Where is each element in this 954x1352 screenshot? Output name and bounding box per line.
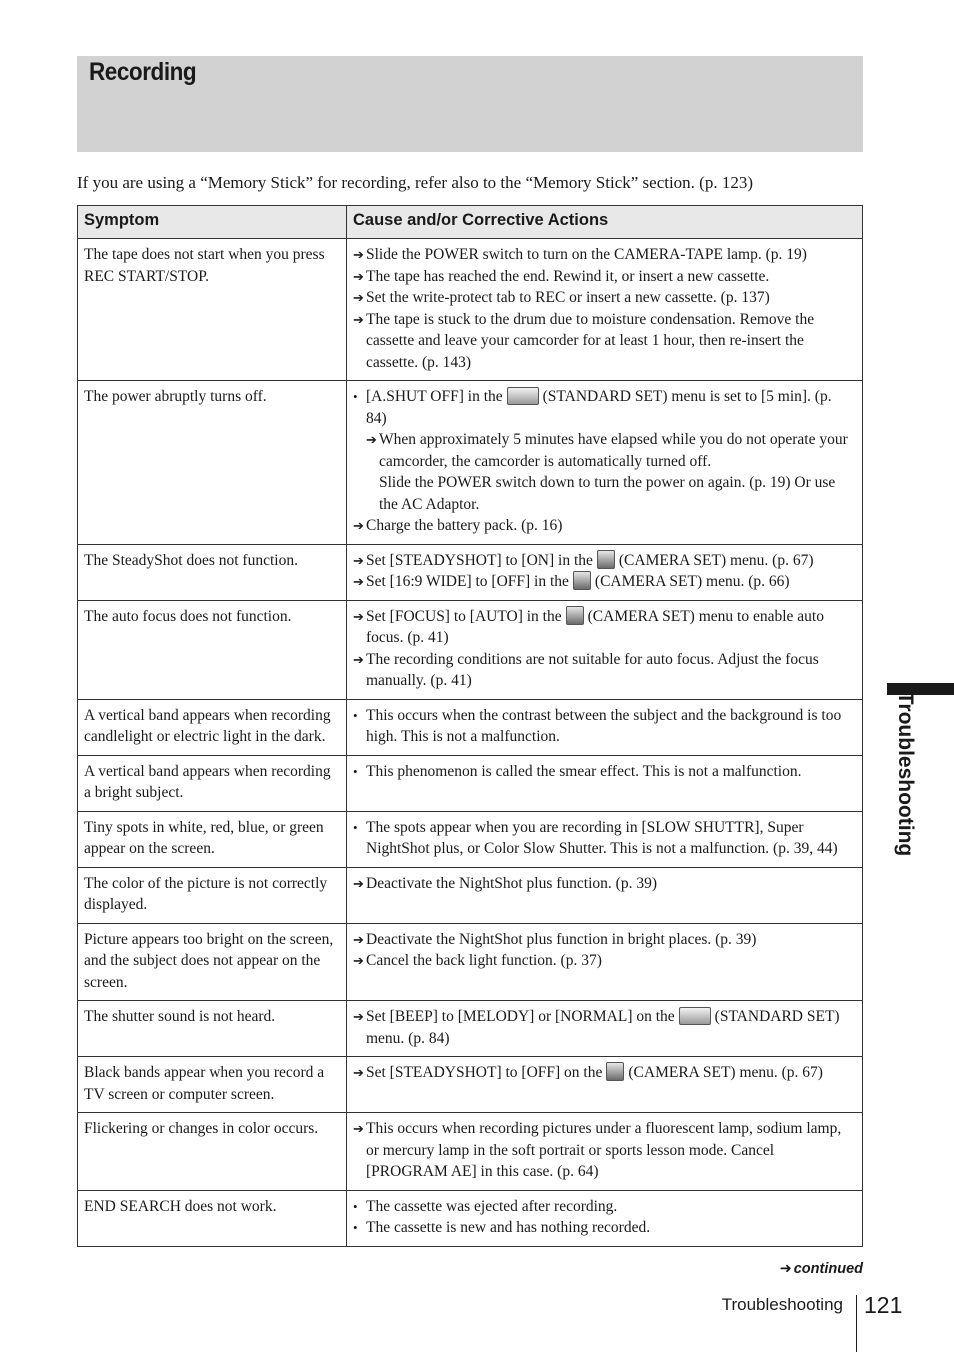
bullet-icon: •: [353, 707, 358, 723]
action-item: [353, 873, 856, 895]
cause-cell: [347, 600, 863, 699]
section-header-band: [77, 56, 863, 152]
action-item: [353, 606, 856, 649]
table-header-row: [78, 206, 863, 239]
arrow-icon: ➔: [353, 651, 364, 667]
symptom-cell: A vertical band appears when recording candlelight or electric light in the dark.: [78, 699, 347, 755]
symptom-cell: The auto focus does not function.: [78, 600, 347, 699]
cause-cell: [347, 1113, 863, 1191]
symptom-cell: The tape does not start when you press REC START/STOP.: [78, 239, 347, 381]
table-row: [78, 923, 863, 1001]
action-item: [353, 515, 856, 537]
continued-label: continued: [793, 1261, 863, 1277]
action-text: Slide the POWER switch to turn on the CAMERA-TAPE lamp. (p. 19): [366, 246, 807, 263]
arrow-icon: ➔: [353, 931, 364, 947]
action-text: (STANDARD SET) menu. (p. 84): [366, 1008, 840, 1047]
table-row: [78, 755, 863, 811]
arrow-icon: ➔: [353, 608, 364, 624]
footer-divider: [856, 1295, 857, 1352]
cause-cell: [347, 1190, 863, 1246]
table-row: [78, 1190, 863, 1246]
action-item: [353, 1217, 856, 1239]
action-text: The recording conditions are not suitable for auto focus. Adjust the focus manually. (p. 41): [366, 650, 819, 689]
symptom-cell: Flickering or changes in color occurs.: [78, 1113, 347, 1191]
action-text: This occurs when recording pictures under a fluorescent lamp, sodium lamp, or mercury lamp in the soft portrait or sports lesson mode. Cancel [PROGRAM AE] in this case. (p. 64): [366, 1120, 842, 1180]
symptom-header: Symptom: [78, 206, 347, 239]
action-text: The tape is stuck to the drum due to moisture condensation. Remove the cassette and leave your camcorder for at least 1 hour, then re-insert the cassette. (p. 143): [366, 310, 815, 371]
action-text: Set [STEADYSHOT] to [ON] in the: [366, 551, 593, 569]
bullet-icon: •: [353, 763, 358, 779]
table-body: [78, 239, 863, 1247]
bullet-icon: •: [353, 389, 358, 404]
side-tab-label: Troubleshooting: [894, 691, 917, 857]
action-item: [353, 309, 856, 374]
action-text: The cassette is new and has nothing recorded.: [366, 1219, 651, 1236]
action-item: [353, 929, 856, 951]
action-text: Set the write-protect tab to REC or insert a new cassette. (p. 137): [366, 289, 770, 306]
action-item: [353, 705, 856, 748]
action-text: Deactivate the NightShot plus function in bright places. (p. 39): [366, 930, 757, 948]
cause-cell: [347, 381, 863, 545]
footer-section-name: Troubleshooting: [721, 1295, 843, 1314]
action-text: This occurs when the contrast between the subject and the background is too high. This is not a malfunction.: [366, 706, 842, 745]
table-row: [78, 381, 863, 545]
action-item: [353, 1062, 856, 1084]
table-row: [78, 867, 863, 923]
arrow-icon: ➔: [353, 247, 364, 262]
action-item: [353, 550, 856, 572]
symptom-cell: A vertical band appears when recording a bright subject.: [78, 755, 347, 811]
action-text: (CAMERA SET) menu. (p. 67): [618, 551, 814, 569]
table-row: [78, 1001, 863, 1057]
action-text: Set [STEADYSHOT] to [OFF] on the: [366, 1064, 603, 1081]
cause-cell: [347, 699, 863, 755]
symptom-cell: Black bands appear when you record a TV screen or computer screen.: [78, 1057, 347, 1113]
action-item: [353, 649, 856, 692]
table-row: [78, 600, 863, 699]
action-text: Charge the battery pack. (p. 16): [366, 517, 563, 534]
action-text: Deactivate the NightShot plus function. (p. 39): [366, 874, 657, 892]
symptom-cell: The shutter sound is not heard.: [78, 1001, 347, 1057]
arrow-icon: ➔: [366, 432, 377, 447]
cause-cell: [347, 544, 863, 600]
page-number: 121: [864, 1292, 903, 1318]
action-text: When approximately 5 minutes have elapsed while you do not operate your camcorder, the camcorder is automatically turned off.: [379, 431, 848, 470]
arrow-icon: ➔: [353, 518, 364, 533]
action-text: (CAMERA SET) menu. (p. 66): [594, 573, 790, 590]
arrow-icon: ➔: [353, 552, 364, 568]
section-title: Recording: [89, 58, 197, 86]
standard-set-icon: [507, 387, 539, 405]
camera-set-icon: [606, 1062, 624, 1081]
action-text: (CAMERA SET) menu to enable auto focus. (p. 41): [366, 607, 824, 646]
intro-paragraph: If you are using a “Memory Stick” for recording, refer also to the “Memory Stick” section. (p. 123): [77, 173, 754, 192]
action-item: [353, 266, 856, 288]
action-item: [353, 950, 856, 972]
symptom-cell: The power abruptly turns off.: [78, 381, 347, 545]
cause-cell: [347, 867, 863, 923]
camera-set-icon: [573, 571, 591, 590]
action-item: [353, 386, 856, 429]
action-item: [353, 817, 856, 860]
action-item: [353, 571, 856, 593]
right-arrow-icon: ➜: [779, 1261, 792, 1277]
action-text: Set [BEEP] to [MELODY] or [NORMAL] on the: [366, 1008, 675, 1025]
action-text: Slide the POWER switch down to turn the power on again. (p. 19) Or use the AC Adaptor.: [379, 474, 836, 513]
action-text: Set [16:9 WIDE] to [OFF] in the: [366, 573, 569, 590]
table-row: [78, 699, 863, 755]
arrow-icon: ➔: [353, 1009, 364, 1024]
action-item: [353, 1196, 856, 1218]
arrow-icon: ➔: [353, 953, 364, 968]
camera-set-icon: [597, 550, 615, 569]
bullet-icon: •: [353, 1220, 358, 1235]
table-row: [78, 544, 863, 600]
cause-cell: [347, 923, 863, 1001]
table-row: [78, 811, 863, 867]
table-row: [78, 1113, 863, 1191]
action-item: [353, 429, 856, 472]
action-item: [353, 472, 856, 515]
action-text: [A.SHUT OFF] in the: [366, 388, 503, 405]
symptom-cell: Tiny spots in white, red, blue, or green appear on the screen.: [78, 811, 347, 867]
bullet-icon: •: [353, 1198, 358, 1214]
arrow-icon: ➔: [353, 1065, 364, 1080]
action-text: Cancel the back light function. (p. 37): [366, 952, 602, 969]
troubleshooting-table: [77, 205, 863, 1247]
action-item: [353, 1006, 856, 1049]
bullet-icon: •: [353, 819, 358, 835]
cause-cell: [347, 1001, 863, 1057]
arrow-icon: ➔: [353, 875, 364, 891]
action-text: The spots appear when you are recording in [SLOW SHUTTR], Super NightShot plus, or Color Slow Shutter. This is not a malfunction. (p. 39, 44): [366, 818, 838, 857]
symptom-cell: Picture appears too bright on the screen, and the subject does not appear on the screen.: [78, 923, 347, 1001]
cause-cell: [347, 239, 863, 381]
action-item: [353, 1118, 856, 1183]
action-text: (CAMERA SET) menu. (p. 67): [628, 1064, 823, 1081]
table-row: [78, 239, 863, 381]
symptom-cell: The SteadyShot does not function.: [78, 544, 347, 600]
action-text: The cassette was ejected after recording.: [366, 1197, 618, 1215]
cause-header: Cause and/or Corrective Actions: [347, 206, 863, 239]
symptom-cell: The color of the picture is not correctly displayed.: [78, 867, 347, 923]
action-text: The tape has reached the end. Rewind it, or insert a new cassette.: [366, 267, 770, 285]
action-item: [353, 244, 856, 266]
camera-set-icon: [566, 606, 584, 625]
arrow-icon: ➔: [353, 1121, 364, 1136]
symptom-cell: END SEARCH does not work.: [78, 1190, 347, 1246]
action-text: Set [FOCUS] to [AUTO] in the: [366, 607, 562, 625]
action-item: [353, 761, 856, 783]
cause-cell: [347, 755, 863, 811]
cause-cell: [347, 811, 863, 867]
table-row: [78, 1057, 863, 1113]
arrow-icon: ➔: [353, 574, 364, 589]
action-item: [353, 287, 856, 309]
cause-cell: [347, 1057, 863, 1113]
action-text: (STANDARD SET) menu is set to [5 min]. (p. 84): [366, 388, 832, 427]
arrow-icon: ➔: [353, 268, 364, 284]
action-text: This phenomenon is called the smear effect. This is not a malfunction.: [366, 762, 802, 780]
continued-note: [780, 1261, 863, 1277]
arrow-icon: ➔: [353, 311, 364, 327]
arrow-icon: ➔: [353, 290, 364, 305]
standard-set-icon: [679, 1007, 711, 1025]
